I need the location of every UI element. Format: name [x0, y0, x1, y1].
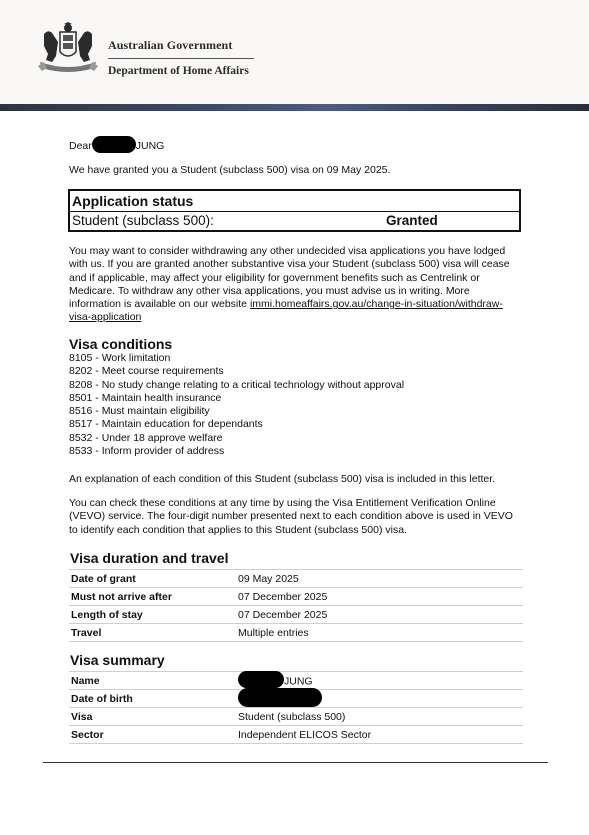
status-divider	[70, 211, 519, 212]
redacted-date-of-birth	[238, 688, 322, 707]
visa-summary-title: Visa summary	[70, 652, 165, 668]
row-key: Date of birth	[71, 693, 133, 705]
list-item: 8517 - Maintain education for dependants	[69, 418, 263, 431]
list-item: 8208 - No study change relating to a critical technology without approval	[69, 378, 405, 391]
table-row	[69, 690, 523, 708]
list-item: 8105 - Work limitation	[69, 352, 171, 364]
vevo-paragraph: You can check these conditions at any time by using the Visa Entitlement Verification Online (VEVO) service. The four-digit number presented next to each condition above is used in VEVO to identify each condition that applies to this Student (subclass 500) visa.	[69, 497, 513, 536]
letterhead	[0, 0, 589, 104]
government-name: Australian Government	[108, 38, 233, 52]
row-value: Multiple entries	[238, 627, 309, 639]
table-row	[69, 726, 523, 744]
table-row	[69, 588, 523, 606]
table-row	[69, 570, 523, 588]
row-key: Name	[71, 675, 100, 687]
visa-summary-table	[69, 671, 523, 744]
row-value: 07 December 2025	[238, 591, 328, 603]
withdraw-text: You may want to consider withdrawing any other undecided visa applications you have lodged with us. If you are granted another substantive visa your Student (subclass 500) visa will cease and if applicable, may affect your eligibility for government benefits such as Centrelink or Medicare. To withdraw any other visa applications, you must advise us in writing. More information is available on our website	[69, 245, 510, 311]
row-key: Visa	[71, 711, 93, 723]
row-value: Student (subclass 500)	[238, 711, 346, 723]
redacted-given-name	[238, 671, 284, 688]
row-key: Must not arrive after	[71, 591, 172, 603]
table-row	[69, 606, 523, 624]
table-row	[69, 708, 523, 726]
summary-surname: JUNG	[284, 675, 313, 688]
department-name: Department of Home Affairs	[108, 65, 249, 77]
agency-divider	[108, 58, 254, 59]
visa-duration-table	[69, 569, 523, 642]
conditions-explanation: An explanation of each condition of this Student (subclass 500) visa is included in this letter.	[69, 473, 496, 485]
table-row	[69, 624, 523, 642]
coat-of-arms-icon	[34, 22, 102, 78]
application-status-title: Application status	[72, 193, 194, 209]
status-value: Granted	[386, 213, 438, 228]
list-item: 8532 - Under 18 approve welfare	[69, 431, 223, 444]
row-value: Independent ELICOS Sector	[238, 729, 372, 741]
visa-conditions-title: Visa conditions	[69, 336, 173, 352]
agency-name	[108, 38, 254, 77]
list-item: 8533 - Inform provider of address	[69, 445, 225, 458]
row-key: Travel	[71, 627, 102, 639]
row-value: 07 December 2025	[238, 609, 328, 621]
withdraw-paragraph	[69, 245, 524, 325]
row-value: 09 May 2025	[238, 573, 299, 585]
application-status-box	[68, 189, 521, 232]
row-key: Length of stay	[71, 609, 143, 621]
list-item: 8202 - Meet course requirements	[69, 365, 224, 378]
row-value	[238, 693, 322, 707]
redacted-given-name	[92, 136, 136, 153]
row-value	[238, 675, 313, 688]
list-item: 8516 - Must maintain eligibility	[69, 405, 210, 418]
list-item: 8501 - Maintain health insurance	[69, 391, 222, 404]
footer-divider	[43, 762, 548, 763]
visa-conditions-list	[69, 352, 404, 458]
grant-statement: We have granted you a Student (subclass 500) visa on 09 May 2025.	[69, 164, 391, 176]
withdraw-link[interactable]: immi.homeaffairs.gov.au/change-in-situation/withdraw-visa-application	[69, 298, 503, 324]
recipient-surname: JUNG	[135, 139, 165, 152]
salutation-prefix: Dear	[69, 139, 92, 152]
row-key: Sector	[71, 729, 104, 741]
status-label: Student (subclass 500):	[72, 213, 214, 228]
visa-duration-title: Visa duration and travel	[70, 550, 229, 566]
salutation	[69, 139, 164, 153]
header-band	[0, 104, 589, 111]
row-key: Date of grant	[71, 573, 136, 585]
